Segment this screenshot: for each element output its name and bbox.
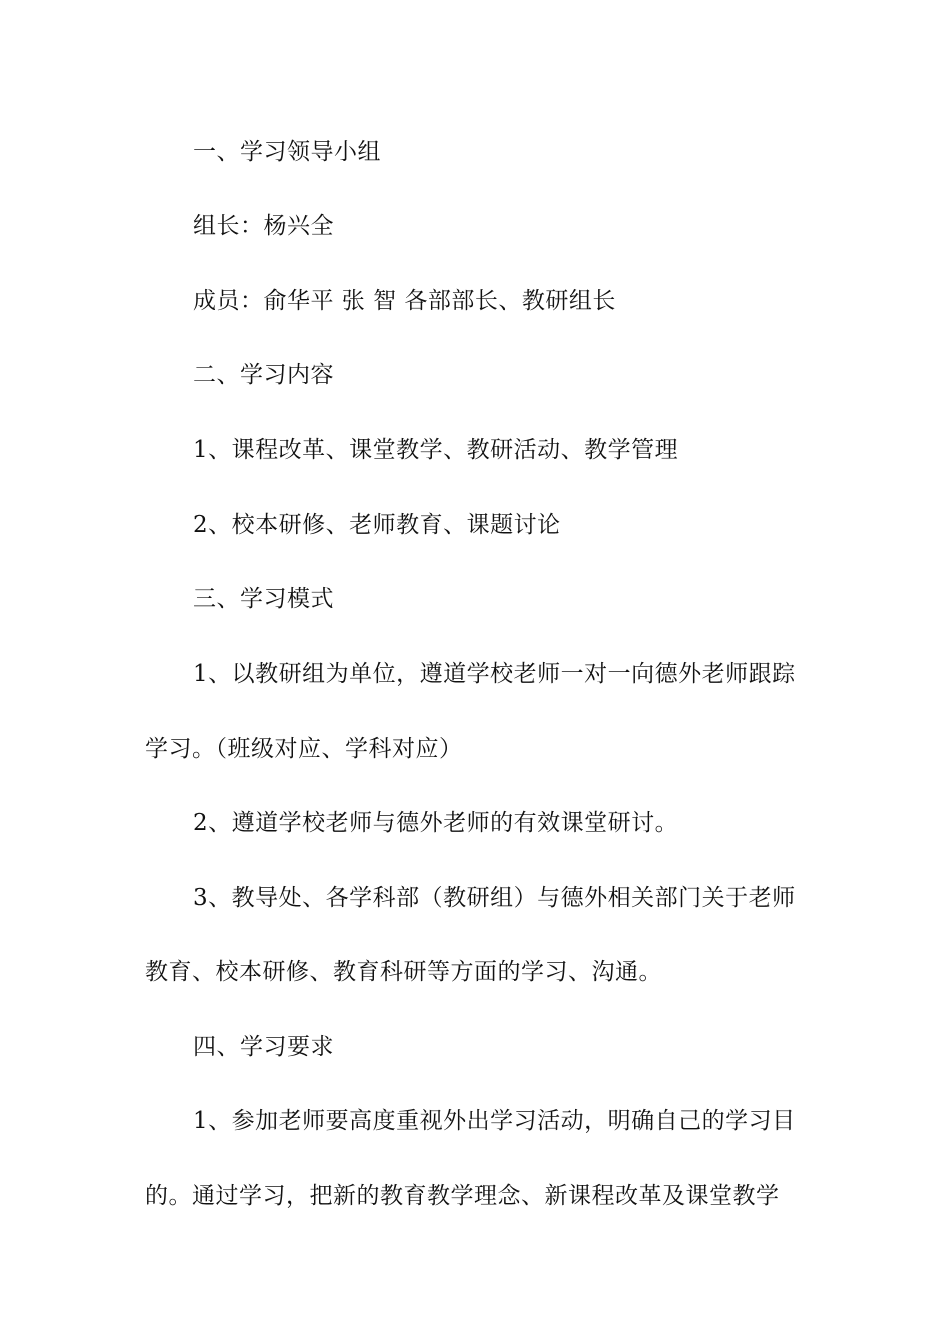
group-members-line: 成员：俞华平 张 智 各部部长、教研组长 bbox=[193, 288, 616, 314]
content-item-2: 2、校本研修、老师教育、课题讨论 bbox=[193, 512, 561, 538]
mode-item-1-line-1: 1、以教研组为单位，遵道学校老师一对一向德外老师跟踪 bbox=[193, 661, 796, 687]
mode-item-1-line-2: 学习。（班级对应、学科对应） bbox=[145, 736, 463, 762]
mode-item-2: 2、遵道学校老师与德外老师的有效课堂研讨。 bbox=[193, 810, 679, 836]
content-item-1: 1、课程改革、课堂教学、教研活动、教学管理 bbox=[193, 437, 679, 463]
requirement-item-1-line-2: 的。通过学习，把新的教育教学理念、新课程改革及课堂教学 bbox=[145, 1183, 780, 1209]
requirement-item-1-line-1: 1、参加老师要高度重视外出学习活动，明确自己的学习目 bbox=[193, 1108, 796, 1134]
heading-study-requirements: 四、学习要求 bbox=[193, 1034, 334, 1060]
heading-leadership-group: 一、学习领导小组 bbox=[193, 139, 381, 165]
heading-study-content: 二、学习内容 bbox=[193, 362, 334, 388]
group-leader-line: 组长：杨兴全 bbox=[193, 213, 334, 239]
mode-item-3-line-2: 教育、校本研修、教育科研等方面的学习、沟通。 bbox=[145, 959, 662, 985]
heading-study-mode: 三、学习模式 bbox=[193, 586, 334, 612]
mode-item-3-line-1: 3、教导处、各学科部（教研组）与德外相关部门关于老师 bbox=[193, 885, 796, 911]
